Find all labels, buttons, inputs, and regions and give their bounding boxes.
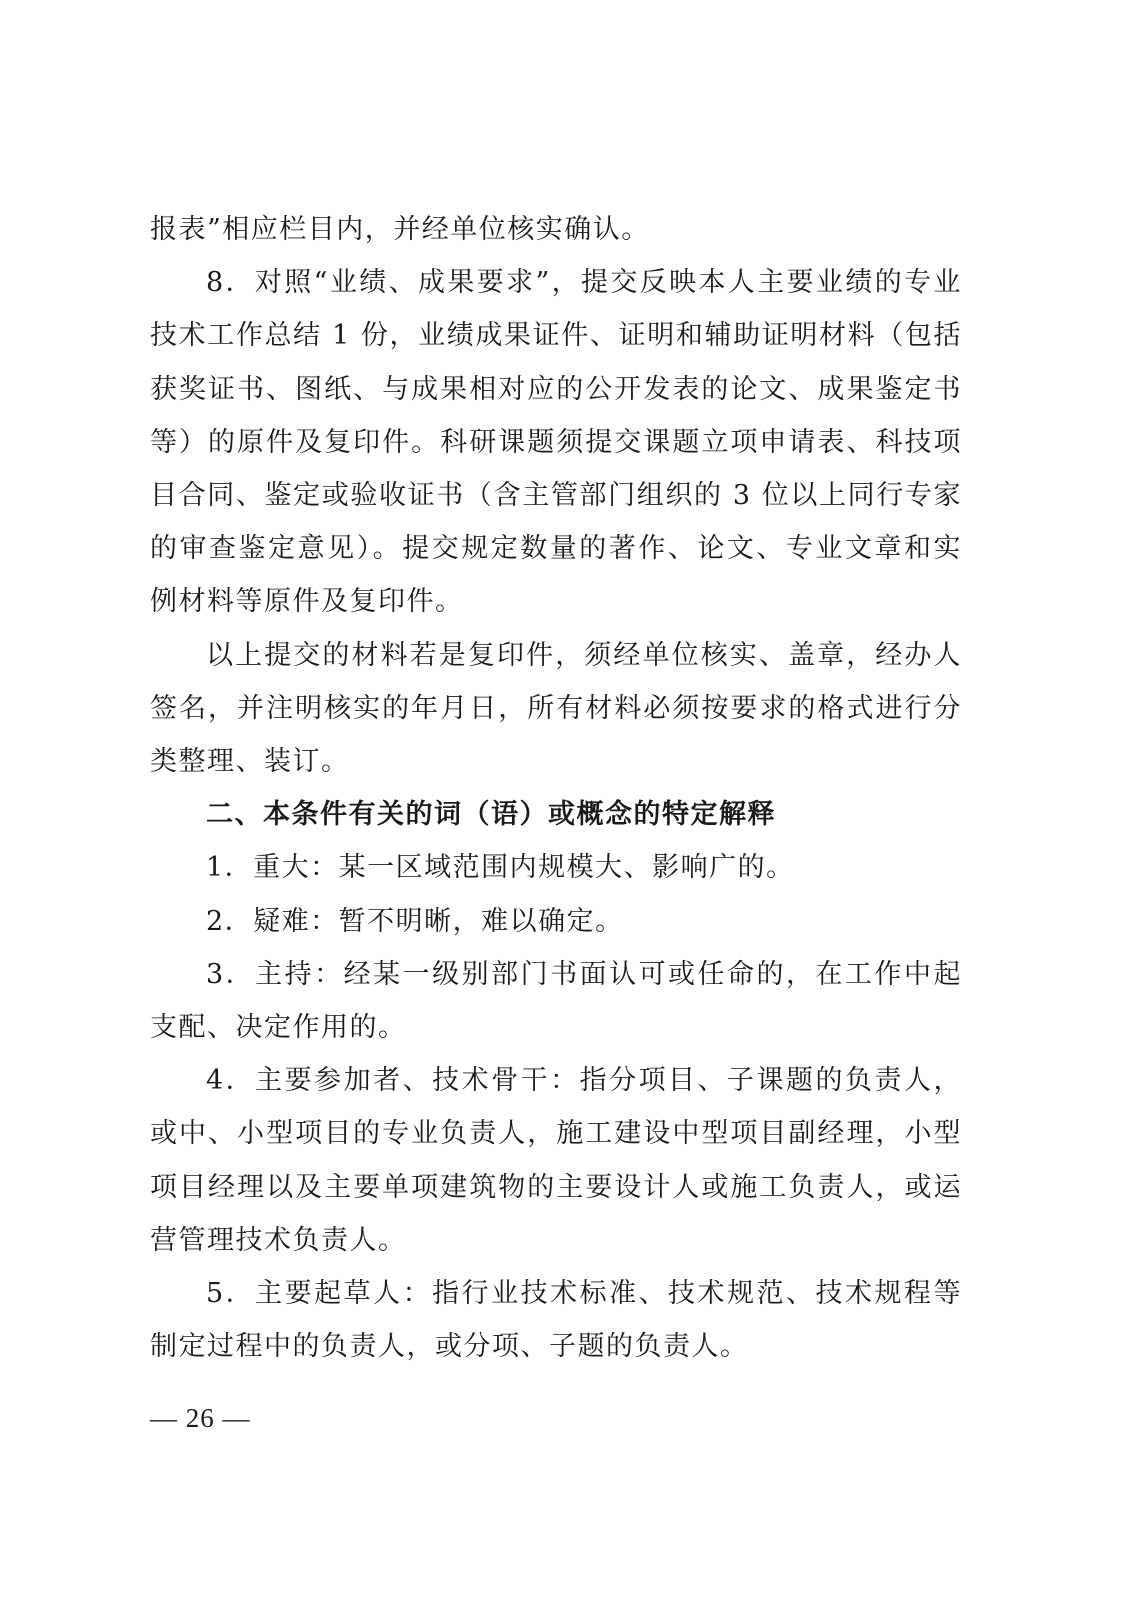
- definition-item: 5．主要起草人：指行业技术标准、技术规范、技术规程等制定过程中的负责人，或分项、子题的负责人。: [150, 1278, 962, 1363]
- page-number: — 26 —: [150, 1403, 251, 1433]
- document-body: [150, 203, 962, 1373]
- paragraph-continuation: 报表”相应栏目内，并经单位核实确认。: [150, 214, 650, 245]
- definition-item: 1．重大：某一区域范围内规模大、影响广的。: [206, 852, 795, 884]
- paragraph-item-8: 8．对照“业绩、成果要求”，提交反映本人主要业绩的专业技术工作总结 1 份，业绩成果证件、证明和辅助证明材料（包括获奖证书、图纸、与成果相对应的公开发表的论文、成果鉴定书等）的原件及复印件。科研课题须提交课题立项申请表、科技项目合同、鉴定或验收证书（含主管部门组织的 3 位以上同行专家的审查鉴定意见）。提交规定数量的著作、论文、专业文章和实例材料等原件及复印件。: [150, 267, 962, 618]
- definition-item: 3．主持：经某一级别部门书面认可或任命的，在工作中起支配、决定作用的。: [150, 958, 962, 1044]
- definition-item: 2．疑难：暂不明晰，难以确定。: [206, 905, 624, 937]
- section-heading: 二、本条件有关的词（语）或概念的特定解释: [206, 799, 776, 831]
- paragraph-copy-requirements: 以上提交的材料若是复印件，须经单位核实、盖章，经办人签名，并注明核实的年月日，所有材料必须按要求的格式进行分类整理、装订。: [150, 639, 962, 778]
- definition-item: 4．主要参加者、技术骨干：指分项目、子课题的负责人，或中、小型项目的专业负责人，施工建设中型项目副经理，小型项目经理以及主要单项建筑物的主要设计人或施工负责人，或运营管理技术负责人。: [150, 1065, 962, 1256]
